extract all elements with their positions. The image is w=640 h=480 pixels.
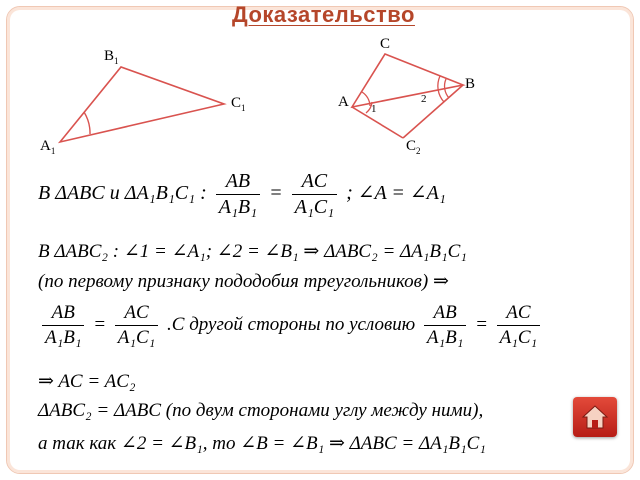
segment-c2-b: [403, 85, 463, 138]
label-a: A: [338, 94, 349, 110]
fraction-4: $\frac{AC}{\text{A₁C₁}}$: [497, 302, 541, 349]
label-c1: $C_1$: [231, 95, 246, 113]
line4-middle: .С другой стороны по условию: [167, 313, 416, 335]
proof-line-6: ΔABC₂ = ΔABC (по двум сторонами углу между ними),: [38, 400, 484, 421]
line1-text: B ΔABC и ΔA₁B₁C₁ :: [38, 182, 207, 205]
fraction-ac-a1c1: $\frac{AC}{\text{A₁C₁}}$: [292, 170, 337, 219]
fraction-2: $\frac{AC}{\text{A₁C₁}}$: [115, 302, 159, 349]
proof-line-3: (по первому признаку пододобия треугольников) ⇒: [38, 271, 449, 292]
proof-line-1: [38, 170, 446, 219]
label-a1: $A_1$: [40, 138, 56, 156]
triangle-a1b1c1: [60, 67, 224, 142]
segment-a-c2: [352, 107, 403, 138]
proof-line-4: $\frac{AB}{\text{A₁B₁}}$ = $\frac{AC}{\text{A₁C₁}}$ .С другой стороны по условию $\frac{AB}{\text{A₁B₁}}$ = $\frac{AC}{\text{A₁C₁}}$: [38, 302, 544, 349]
label-c2: $C_2$: [406, 138, 421, 156]
line1-tail: ; ∠A = ∠A₁: [346, 182, 446, 205]
label-b1: $B_1$: [104, 48, 119, 66]
fraction-1: $\frac{AB}{\text{A₁B₁}}$: [42, 302, 84, 349]
label-angle-1: 1: [371, 103, 377, 115]
angle-a1-arc: [84, 112, 90, 134]
home-icon: [581, 403, 609, 431]
proof-line-5: ⇒ AC = AC₂: [38, 371, 136, 392]
label-b: B: [465, 76, 476, 92]
home-button[interactable]: [573, 397, 617, 437]
slide-title: Доказательство: [232, 2, 415, 27]
proof-line-2: B ΔABC₂ : ∠1 = ∠A₁; ∠2 = ∠B₁ ⇒ ΔABC₂ = ΔA₁B₁C₁: [38, 241, 467, 262]
label-c: C: [380, 36, 391, 52]
fraction-ab-a1b1: $\frac{AB}{\text{A₁B₁}}$: [216, 170, 260, 219]
line1-eq: =: [269, 182, 283, 205]
proof-line-7: а так как ∠2 = ∠B₁, то ∠B = ∠B₁ ⇒ ΔABC = ΔA₁B₁C₁: [38, 433, 486, 454]
fraction-3: $\frac{AB}{\text{A₁B₁}}$: [424, 302, 466, 349]
label-angle-2: 2: [421, 93, 427, 105]
